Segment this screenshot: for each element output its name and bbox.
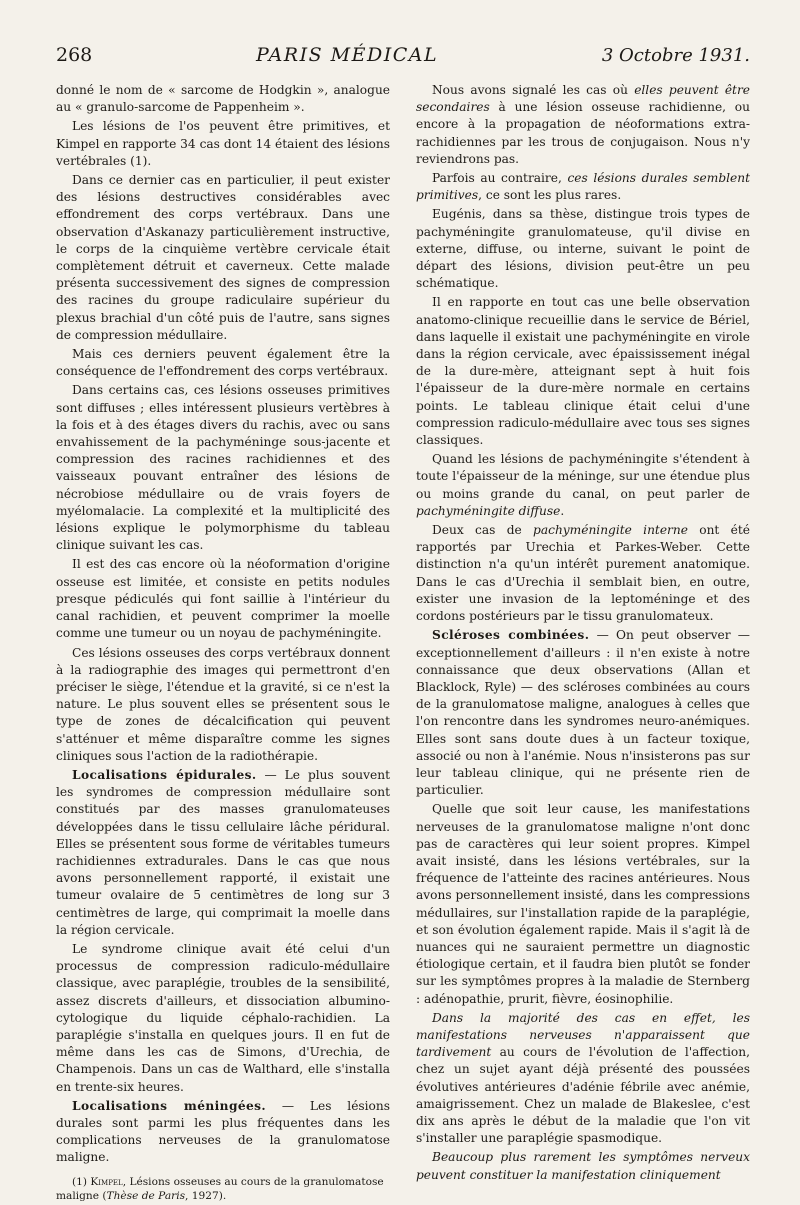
paragraph: Dans certains cas, ces lésions osseuses primitives sont diffuses ; elles intéressent plusieurs vertèbres à la fois et à des étages divers du rachis, avec ou sans envahissement de la pachyméninge sous-jacente et compression des racines rachidiennes et des vaisseaux pouvant entraîner des lésions de nécrobiose médullaire ou de vrais foyers de myélomalacie. La complexité et la multiplicité des lésions explique le polymorphisme du tableau clinique suivant les cas. bbox=[56, 383, 390, 553]
emphasis: pachyméningite diffuse bbox=[416, 503, 561, 518]
text-run: Deux cas de bbox=[432, 523, 534, 538]
section-paragraph bbox=[56, 1098, 390, 1167]
emphasis: pachyméningite interne bbox=[533, 523, 688, 538]
text-run: ont été rapportés par Urechia et Parkes-Weber. Cette distinction n'a qu'un intérêt purement anatomique. Dans le cas d'Urechia il semblait bien, en outre, exister une invasion de la leptoméninge et des cordons postérieurs par le tissu granulomateux. bbox=[416, 523, 750, 624]
paragraph: Ces lésions osseuses des corps vertébraux donnent à la radiographie des images qui permettront d'en préciser le siège, l'étendue et la gravité, si ce n'est la nature. Le plus souvent elles se présentent sous le type de zones de décalcification qui peuvent s'atténuer et même disparaître comme les signes cliniques sous l'action de la radiothérapie. bbox=[56, 645, 390, 763]
paragraph: Il en rapporte en tout cas une belle observation anatomo-clinique recueillie dans le service de Bériel, dans laquelle il existait une pachyméningite en virole dans la région cervicale, avec épaississement inégal de la dure-mère, atteignant sept à huit fois l'épaisseur de la dure-mère normale en certains points. Le tableau clinique était celui d'une compression radiculo-médullaire avec tous ses signes classiques. bbox=[416, 295, 750, 448]
paragraph bbox=[416, 451, 750, 520]
paragraph: Eugénis, dans sa thèse, distingue trois types de pachyméningite granulomateuse, qu'il divise en externe, diffuse, ou interne, suivant le point de départ des lésions, division peut-être un peu schématique. bbox=[416, 207, 750, 291]
text-run: Parfois au contraire, bbox=[432, 171, 568, 186]
footnote bbox=[56, 1175, 390, 1203]
journal-title: PARIS MÉDICAL bbox=[256, 44, 439, 66]
footnote-text: , Lésions osseuses au cours de la granulomatose maligne ( bbox=[56, 1175, 384, 1202]
paragraph: Dans ce dernier cas en particulier, il peut exister des lésions destructives considérables avec effondrement des corps vertébraux. Dans une observation d'Askanazy particulièrement instructive, le corps de la cinquième vertèbre cervicale était complètement détruit et caverneux. Cette malade présenta successivement des signes de compression des racines du groupe radiculaire supérieur du plexus brachial d'un côté puis de l'autre, sans signes de compression médullaire. bbox=[56, 173, 390, 342]
paragraph bbox=[416, 1149, 750, 1183]
paragraph bbox=[416, 170, 750, 204]
text-run: , ce sont les plus rares. bbox=[478, 188, 622, 203]
paragraph: Quelle que soit leur cause, les manifestations nerveuses de la granulomatose maligne n'ont donc pas de caractères qui leur soient propres. Kimpel avait insisté, dans les lésions vertébrales, sur la fréquence de l'atteinte des racines antérieures. Nous avons personnellement insisté, dans les compressions médullaires, sur l'installation rapide de la paraplégie, et son évolution également rapide. Mais il s'agit là de nuances qui ne sauraient permettre un diagnostic étiologique certain, et il faudra bien plutôt se fonder sur les symptômes propres à la maladie de Sternberg : adénopathie, prurit, fièvre, éosinophilie. bbox=[416, 802, 750, 1006]
paragraph: Il est des cas encore où la néoformation d'origine osseuse est limitée, et consiste en petits nodules presque pédiculés qui font saillie à l'intérieur du canal rachidien, et peuvent comprimer la moelle comme une tumeur ou un noyau de pachyméningite. bbox=[56, 557, 390, 641]
text-run: au cours de l'évolution de l'affection, chez un sujet ayant déjà présenté des poussées évolutives antérieures d'adénie fébrile avec anémie, amaigrissement. Chez un malade de Blakeslee, c'est dix ans après le début de la maladie que l'on vit s'installer une paraplégie spasmodique. bbox=[416, 1045, 750, 1146]
page-header bbox=[56, 44, 750, 70]
section-heading: Localisations méningées. bbox=[72, 1098, 267, 1113]
issue-date: 3 Octobre 1931. bbox=[601, 45, 750, 66]
paragraph bbox=[416, 1010, 750, 1148]
right-column bbox=[416, 82, 750, 1205]
section-paragraph bbox=[416, 627, 750, 799]
paragraph: donné le nom de « sarcome de Hodgkin », analogue au « granulo-sarcome de Pappenheim ». bbox=[56, 83, 390, 115]
paragraph: Les lésions de l'os peuvent être primitives, et Kimpel en rapporte 34 cas dont 14 étaient des lésions vertébrales (1). bbox=[56, 119, 390, 168]
section-text: — Les lésions durales sont parmi les plus fréquentes dans les complications nerveuses de la granulomatose maligne. bbox=[56, 1098, 390, 1165]
page-number: 268 bbox=[56, 44, 93, 66]
text-run: Nous avons signalé les cas où bbox=[432, 83, 635, 97]
section-heading: Scléroses combinées. bbox=[432, 628, 590, 643]
text-run: . bbox=[560, 503, 565, 518]
emphasis: Dans la majorité des cas en effet, les manifestations nerveuses n'apparaissent que tardivement bbox=[416, 1010, 750, 1060]
text-columns bbox=[56, 82, 750, 1205]
emphasis: elles peuvent être secondaires bbox=[416, 83, 750, 115]
footnote-end: , 1927). bbox=[185, 1189, 227, 1202]
section-text: — Le plus souvent les syndromes de compression médullaire sont constitués par des masses granulomateuses développées dans le tissu cellulaire lâche péridural. Elles se présentent sous forme de véritables tumeurs rachidiennes extradurales. Dans le cas que nous avons personnellement rapporté, il existait une tumeur ovalaire de 5 centimètres de long sur 3 centimètres de large, qui comprimait la moelle dans la région cervicale. bbox=[56, 767, 390, 937]
section-text: — On peut observer — exceptionnellement d'ailleurs : il n'en existe à notre connaissance que deux observations (Allan et Blacklock, Ryle) — des scléroses combinées au cours de la granulomatose maligne, analogues à celles que l'on rencontre dans les syndromes neuro-anémiques. Elles sont sans doute dues à un facteur toxique, associé ou non à l'anémie. Nous n'insisterons pas sur leur tableau clinique, qui ne présente rien de particulier. bbox=[416, 628, 750, 798]
footnote-thesis: Thèse de Paris bbox=[106, 1189, 186, 1202]
section-heading: Localisations épidurales. bbox=[72, 767, 257, 782]
text-run: Quand les lésions de pachyméningite s'étendent à toute l'épaisseur de la méninge, sur une étendue plus ou moins grande du canal, on peut parler de bbox=[416, 452, 750, 501]
paragraph bbox=[416, 522, 750, 625]
paragraph: Mais ces derniers peuvent également être la conséquence de l'effondrement des corps vertébraux. bbox=[56, 347, 390, 379]
text-run: à une lésion osseuse rachidienne, ou encore à la propagation de néoformations extra-rachidiennes par les trous de conjugaison. Nous n'y reviendrons pas. bbox=[416, 100, 750, 166]
footnote-author: Kimpel bbox=[90, 1175, 123, 1188]
section-paragraph bbox=[56, 767, 390, 939]
emphasis: ces lésions durales semblent primitives bbox=[416, 171, 750, 203]
footnote-number: (1) bbox=[72, 1175, 91, 1188]
paragraph: Le syndrome clinique avait été celui d'un processus de compression radiculo-médullaire classique, avec paraplégie, troubles de la sensibilité, assez discrets d'ailleurs, et dissociation albumino-cytologique du liquide céphalo-rachidien. La paraplégie s'installa en quelques jours. Il en fut de même dans les cas de Simons, d'Urechia, de Champenois. Dans un cas de Walthard, elle s'installa en trente-six heures. bbox=[56, 941, 390, 1094]
left-column bbox=[56, 82, 390, 1205]
paragraph bbox=[416, 82, 750, 168]
emphasis: Beaucoup plus rarement les symptômes nerveux peuvent constituer la manifestation cliniquement bbox=[416, 1150, 750, 1182]
